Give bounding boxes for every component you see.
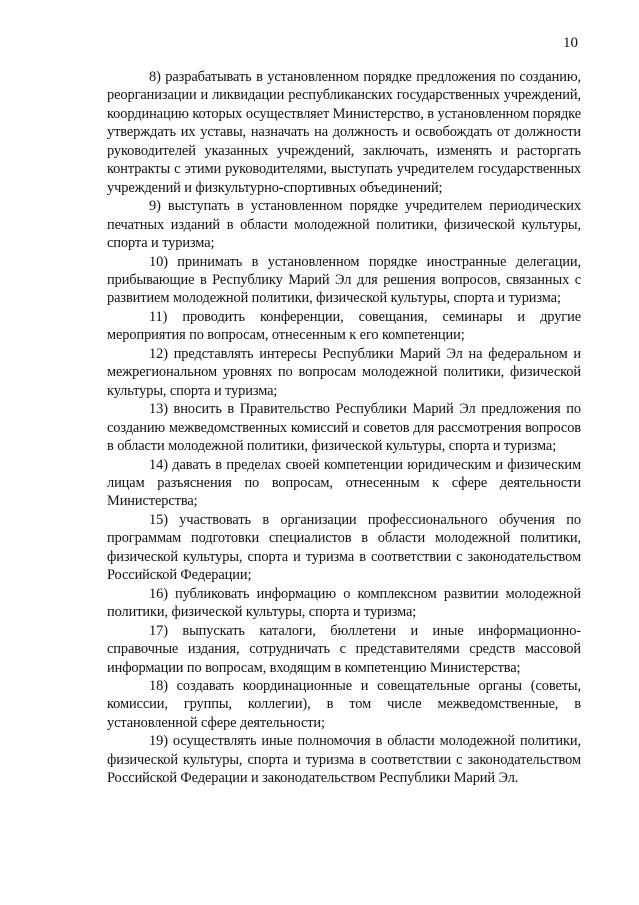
clause-15: 15) участвовать в организации профессионального обучения по программам подготовки специалистов в области молодежной политики, физической культуры, спорта и туризма в соответствии с законодательством Российской Федерации;: [107, 511, 581, 584]
document-body: [107, 68, 581, 788]
clause-18: 18) создавать координационные и совещательные органы (советы, комиссии, группы, коллегии), в том числе межведомственные, в установленной сфере деятельности;: [107, 677, 581, 731]
clause-16: 16) публиковать информацию о комплексном развитии молодежной политики, физической культуры, спорта и туризма;: [107, 585, 581, 621]
clause-11: 11) проводить конференции, совещания, семинары и другие мероприятия по вопросам, отнесенным к его компетенции;: [107, 308, 581, 344]
clause-19: 19) осуществлять иные полномочия в области молодежной политики, физической культуры, спорта и туризма в соответствии с законодательством Российской Федерации и законодательством Республики Марий Эл.: [107, 733, 581, 787]
clause-10: 10) принимать в установленном порядке иностранные делегации, прибывающие в Республику Марий Эл для решения вопросов, связанных с развитием молодежной политики, физической культуры, спорта и туризма;: [107, 253, 581, 307]
clause-17: 17) выпускать каталоги, бюллетени и иные информационно-справочные издания, сотрудничать с представителями средств массовой информации по вопросам, входящим в компетенцию Министерства;: [107, 622, 581, 676]
page-number: 10: [563, 35, 578, 51]
clause-9: 9) выступать в установленном порядке учредителем периодических печатных изданий в области молодежной политики, физической культуры, спорта и туризма;: [107, 198, 581, 252]
clause-13: 13) вносить в Правительство Республики Марий Эл предложения по созданию межведомственных комиссий и советов для рассмотрения вопросов в области молодежной политики, физической культуры, спорта и туризма;: [107, 401, 581, 455]
clause-8: 8) разрабатывать в установленном порядке предложения по созданию, реорганизации и ликвидации республиканских государственных учреждений, координацию которых осуществляет Министерство, в установленном порядке утверждать их уставы, назначать на должность и освобождать от должности руководителей указанных учреждений, заключать, изменять и расторгать контракты с этими руководителями, выступать учредителем государственных учреждений и физкультурно-спортивных объединений;: [107, 69, 581, 196]
clause-14: 14) давать в пределах своей компетенции юридическим и физическим лицам разъяснения по вопросам, отнесенным к сфере деятельности Министерства;: [107, 456, 581, 510]
clause-12: 12) представлять интересы Республики Марий Эл на федеральном и межрегиональном уровнях по вопросам молодежной политики, физической культуры, спорта и туризма;: [107, 345, 581, 399]
